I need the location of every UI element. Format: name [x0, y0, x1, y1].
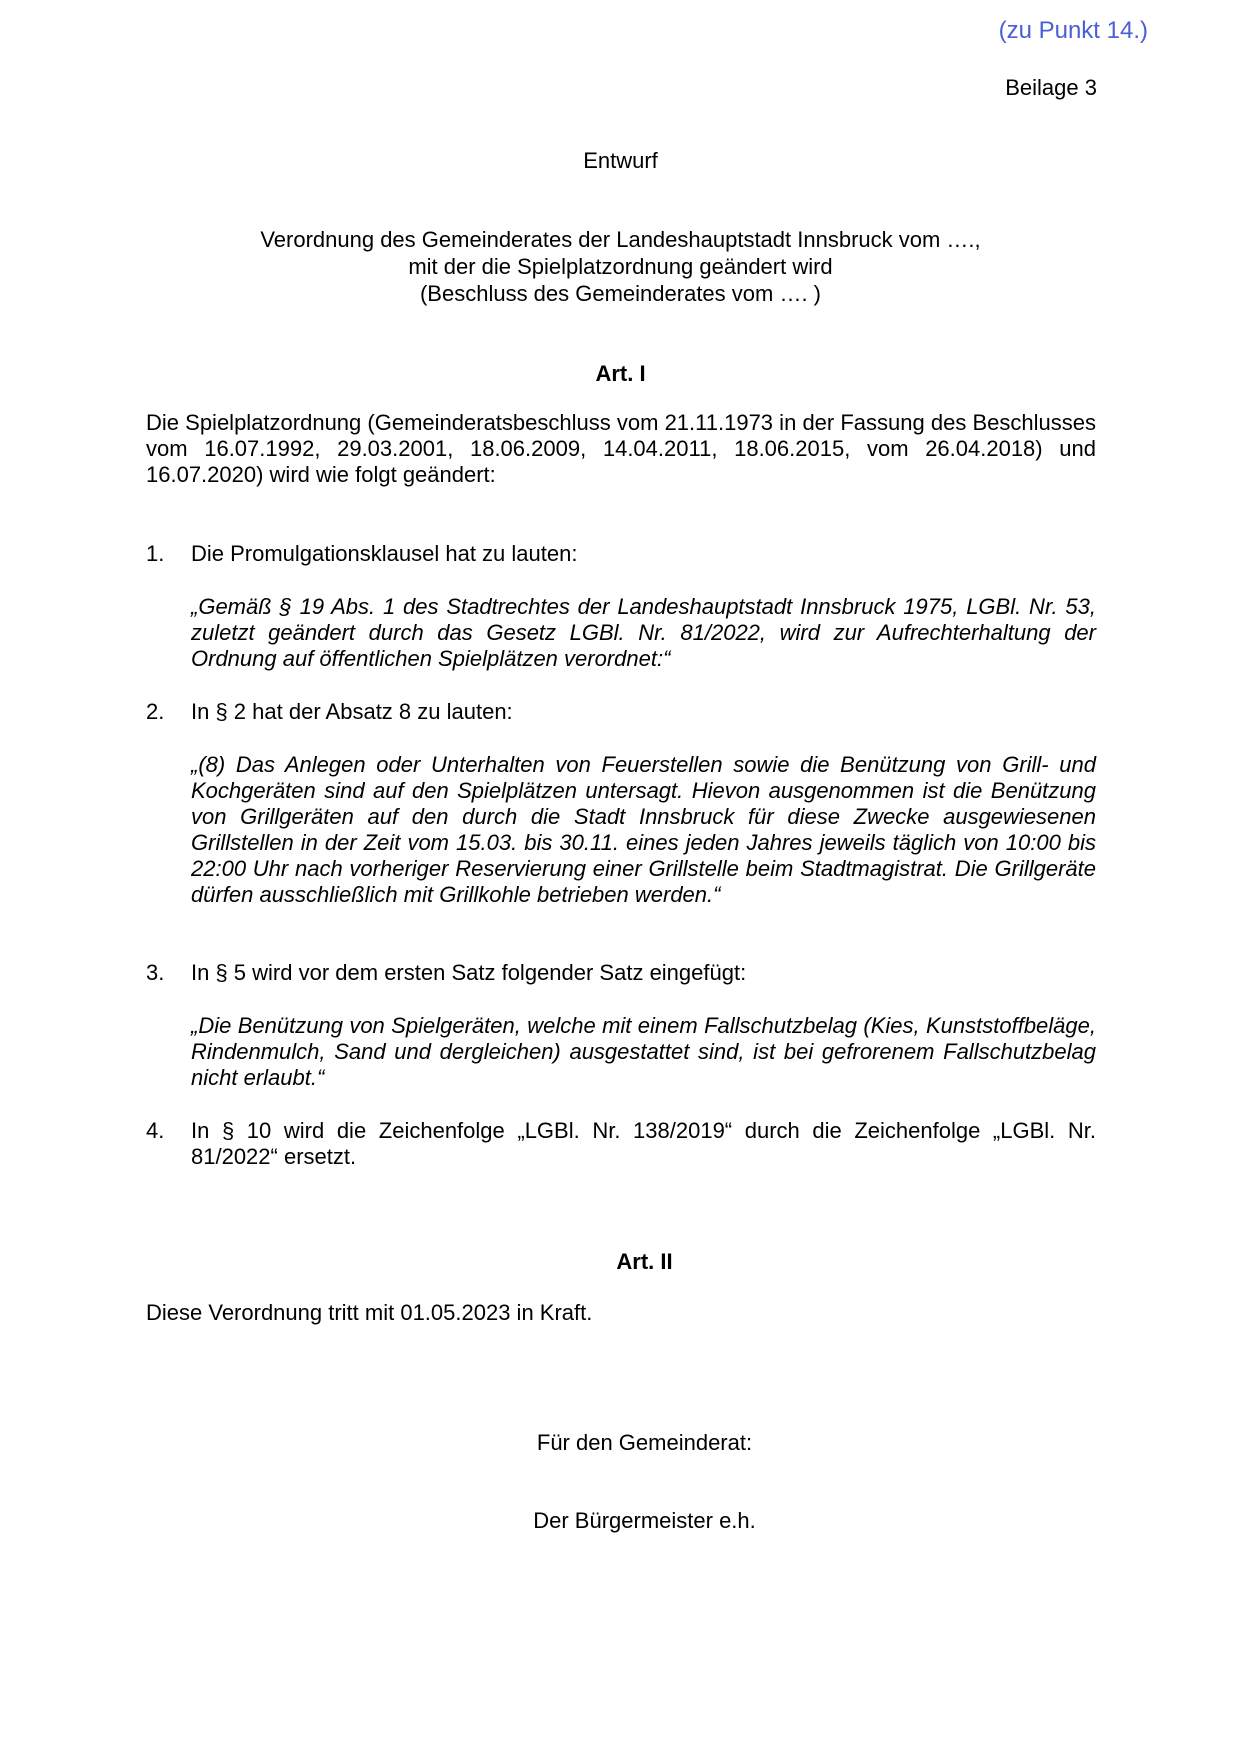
list-item-number: 3. [146, 960, 165, 985]
list-item [146, 960, 1096, 1091]
signoff-mayor: Der Bürgermeister e.h. [533, 1508, 756, 1533]
list-item-quote: „Die Benützung von Spielgeräten, welche mit einem Fallschutzbelag (Kies, Kunststoffbeläge, Rindenmulch, Sand und dergleichen) ausgestattet sind, ist bei gefrorenem Fallschutzbelag nicht erlaubt.“ [191, 1013, 1096, 1090]
list-item-number: 1. [146, 541, 165, 566]
title-line-2: mit der die Spielplatzordnung geändert wird [408, 254, 833, 279]
list-item-lead: Die Promulgationsklausel hat zu lauten: [191, 541, 578, 566]
list-item [146, 699, 1096, 908]
list-item-number: 4. [146, 1118, 165, 1143]
article-1-intro: Die Spielplatzordnung (Gemeinderatsbeschluss vom 21.11.1973 in der Fassung des Beschlusses vom 16.07.1992, 29.03.2001, 18.06.2009, 14.04.2011, 18.06.2015, vom 26.04.2018) und 16.07.2020) wird wie folgt geändert: [146, 410, 1096, 487]
article-1-heading: Art. I [595, 361, 646, 386]
signoff-council: Für den Gemeinderat: [536, 1430, 753, 1455]
title-line-1: Verordnung des Gemeinderates der Landeshauptstadt Innsbruck vom …., [260, 227, 981, 252]
list-item [146, 1118, 1096, 1170]
document-title [0, 226, 1241, 307]
list-item-quote: „(8) Das Anlegen oder Unterhalten von Feuerstellen sowie die Benützung von Grill- und Kochgeräten sind auf den Spielplätzen untersagt. Hievon ausgenommen ist die Benützung von Grillgeräten auf den durch die Stadt Innsbruck für diese Zwecke ausgewiesenen Grillstellen in der Zeit vom 15.03. bis 30.11. eines jeden Jahres jeweils täglich von 10:00 bis 22:00 Uhr nach vorheriger Reservierung einer Grillstelle beim Stadtmagistrat. Die Grillgeräte dürfen ausschließlich mit Grillkohle betrieben werden.“ [191, 752, 1096, 907]
list-item-number: 2. [146, 699, 165, 724]
draft-label: Entwurf [583, 148, 658, 173]
attachment-label: Beilage 3 [1005, 75, 1097, 100]
title-line-3: (Beschluss des Gemeinderates vom …. ) [419, 281, 822, 306]
article-2-heading: Art. II [616, 1249, 673, 1274]
list-item-quote: „Gemäß § 19 Abs. 1 des Stadtrechtes der Landeshauptstadt Innsbruck 1975, LGBl. Nr. 53, zuletzt geändert durch das Gesetz LGBl. Nr. 81/2022, wird zur Aufrechterhaltung der Ordnung auf öffentlichen Spielplätzen verordnet:“ [191, 594, 1096, 671]
list-item-lead: In § 5 wird vor dem ersten Satz folgender Satz eingefügt: [191, 960, 747, 985]
list-item [146, 541, 1096, 672]
agenda-reference: (zu Punkt 14.) [998, 17, 1148, 44]
article-2-text: Diese Verordnung tritt mit 01.05.2023 in Kraft. [146, 1300, 593, 1325]
list-item-lead: In § 2 hat der Absatz 8 zu lauten: [191, 699, 513, 724]
list-item-lead: In § 10 wird die Zeichenfolge „LGBl. Nr. 138/2019“ durch die Zeichenfolge „LGBl. Nr. 81/2022“ ersetzt. [191, 1118, 1096, 1169]
